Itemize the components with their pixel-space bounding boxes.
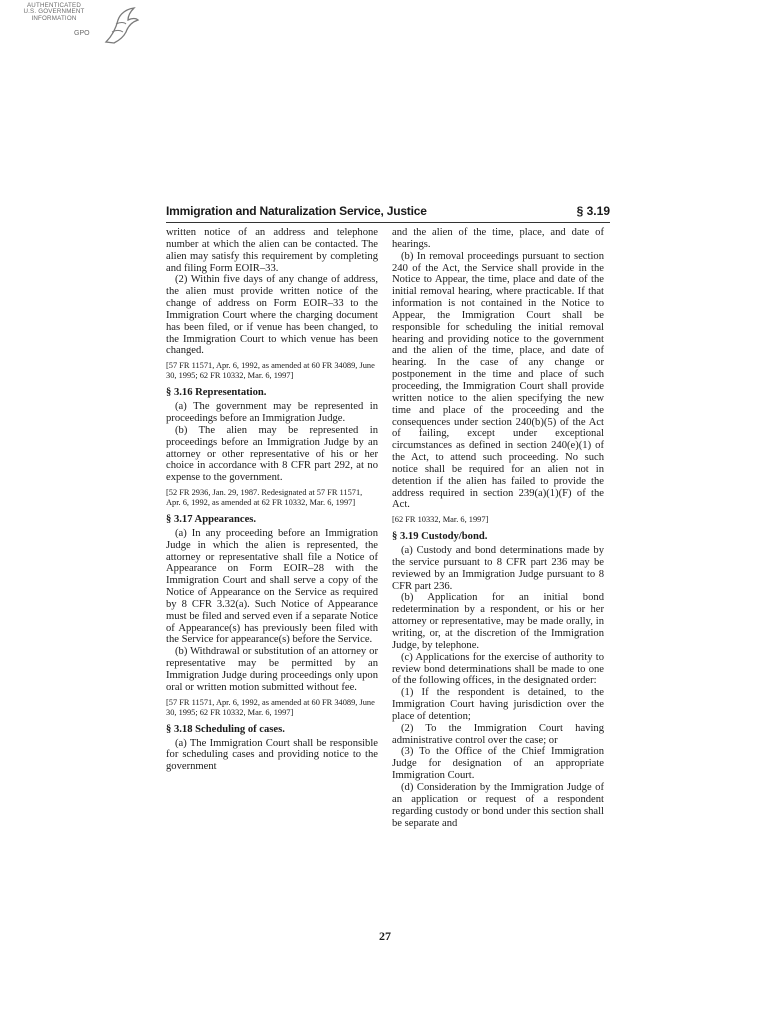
citation: [57 FR 11571, Apr. 6, 1992, as amended at 60 FR 34089, June 30, 1995; 62 FR 10332, Mar. 6, 1997]	[166, 697, 375, 717]
paragraph: (a) The government may be represented in proceedings before an Immigration Judge.	[166, 401, 378, 424]
section-heading-3-16: § 3.16 Representation.	[166, 387, 267, 399]
running-head-title: Immigration and Naturalization Service, Justice	[166, 204, 427, 218]
paragraph: (d) Consideration by the Immigration Judge of an application or request of a respondent regarding custody or bond under this section shall be separate and	[392, 781, 604, 829]
gpo-logo-line3: INFORMATION	[31, 14, 77, 22]
section-heading-3-18: § 3.18 Scheduling of cases.	[166, 723, 285, 735]
citation: [62 FR 10332, Mar. 6, 1997]	[392, 515, 489, 525]
gpo-logo-text	[2, 3, 106, 22]
gpo-logo-line1: AUTHENTICATED	[26, 2, 82, 9]
section-heading-3-17: § 3.17 Appearances.	[166, 514, 257, 526]
left-column	[166, 227, 378, 773]
gpo-logo-line2: U.S. GOVERNMENT	[23, 8, 85, 16]
paragraph: written notice of an address and telephone number at which the alien can be contacted. The alien may satisfy this requirement by completing and filing Form EOIR–33.	[166, 227, 378, 274]
gpo-authentication-logo	[2, 3, 140, 47]
paragraph: (3) To the Office of the Chief Immigration Judge for designation of an appropriate Immigration Court.	[392, 746, 604, 782]
paragraph: (a) Custody and bond determinations made by the service pursuant to 8 CFR part 236 may be reviewed by an Immigration Judge pursuant to 8 CFR part 236.	[392, 545, 604, 592]
paragraph: (b) The alien may be represented in proceedings before an Immigration Judge by an attorney or other representative of his or her choice in accordance with 8 CFR part 292, at no expense to the government.	[166, 424, 378, 484]
paragraph: (a) The Immigration Court shall be responsible for scheduling cases and providing notice to the government	[166, 737, 378, 773]
eagle-icon	[102, 6, 140, 46]
right-column	[392, 227, 604, 829]
paragraph: (a) In any proceeding before an Immigration Judge in which the alien is represented, the attorney or representative shall file a Notice of Appearance on Form EOIR–28 with the Immigration Court and shall serve a copy of the Notice of Appearance on the Service as required by 8 CFR 3.32(a). Such Notice of Appearance must be filed and served even if a separate Notice of Appearance(s) has previously been filed with the Service for appearance(s) before the Service.	[166, 527, 378, 646]
section-heading-3-19: § 3.19 Custody/bond.	[392, 531, 488, 543]
paragraph: (b) Application for an initial bond redetermination by a respondent, or his or her attorney or representative, may be made orally, in writing, or, at the discretion of the Immigration Judge, by telephone.	[392, 592, 604, 651]
running-head	[166, 204, 610, 223]
citation: [57 FR 11571, Apr. 6, 1992, as amended at 60 FR 34089, June 30, 1995; 62 FR 10332, Mar. 6, 1997]	[166, 361, 375, 381]
paragraph: (2) Within five days of any change of address, the alien must provide written notice of the change of address on Form EOIR–33 to the Immigration Court where the charging document has been filed, or if venue has been changed, to the Immigration Court to which venue has been changed.	[166, 274, 378, 357]
gpo-logo-mark: GPO	[74, 30, 90, 37]
paragraph: (b) Withdrawal or substitution of an attorney or representative may be permitted by an Immigration Judge during proceedings only upon oral or written motion submitted without fee.	[166, 646, 378, 693]
paragraph: (1) If the respondent is detained, to the Immigration Court having jurisdiction over the place of detention;	[392, 687, 604, 722]
paragraph: and the alien of the time, place, and date of hearings.	[392, 227, 604, 250]
citation: [52 FR 2936, Jan. 29, 1987. Redesignated at 57 FR 11571, Apr. 6, 1992, as amended at 62 FR 10332, Mar. 6, 1997]	[166, 488, 363, 508]
running-head-section: § 3.19	[576, 204, 610, 218]
paragraph: (b) In removal proceedings pursuant to section 240 of the Act, the Service shall provide in the Notice to Appear, the time, place and date of the initial removal hearing, where practicable. If that information is not contained in the Notice to Appear, the Immigration Court shall be responsible for scheduling the initial removal hearing and providing notice to the government and the alien of the time, place, and date of hearing. In the case of any change or postponement in the time and place of such proceeding, the Immigration Court shall provide written notice to the alien specifying the new time and place of the proceeding and the consequences under section 240(b)(5) of the Act of failing, except under exceptional circumstances as defined in section 240(e)(1) of the Act, to attend such proceeding. No such notice shall be required for an alien not in detention if the alien has failed to provide the address required in section 239(a)(1)(F) of the Act.	[392, 250, 604, 511]
paragraph: (c) Applications for the exercise of authority to review bond determinations shall be made to one of the following offices, in the designated order:	[392, 651, 604, 687]
paragraph: (2) To the Immigration Court having administrative control over the case; or	[392, 722, 604, 746]
page-number: 27	[379, 929, 391, 943]
